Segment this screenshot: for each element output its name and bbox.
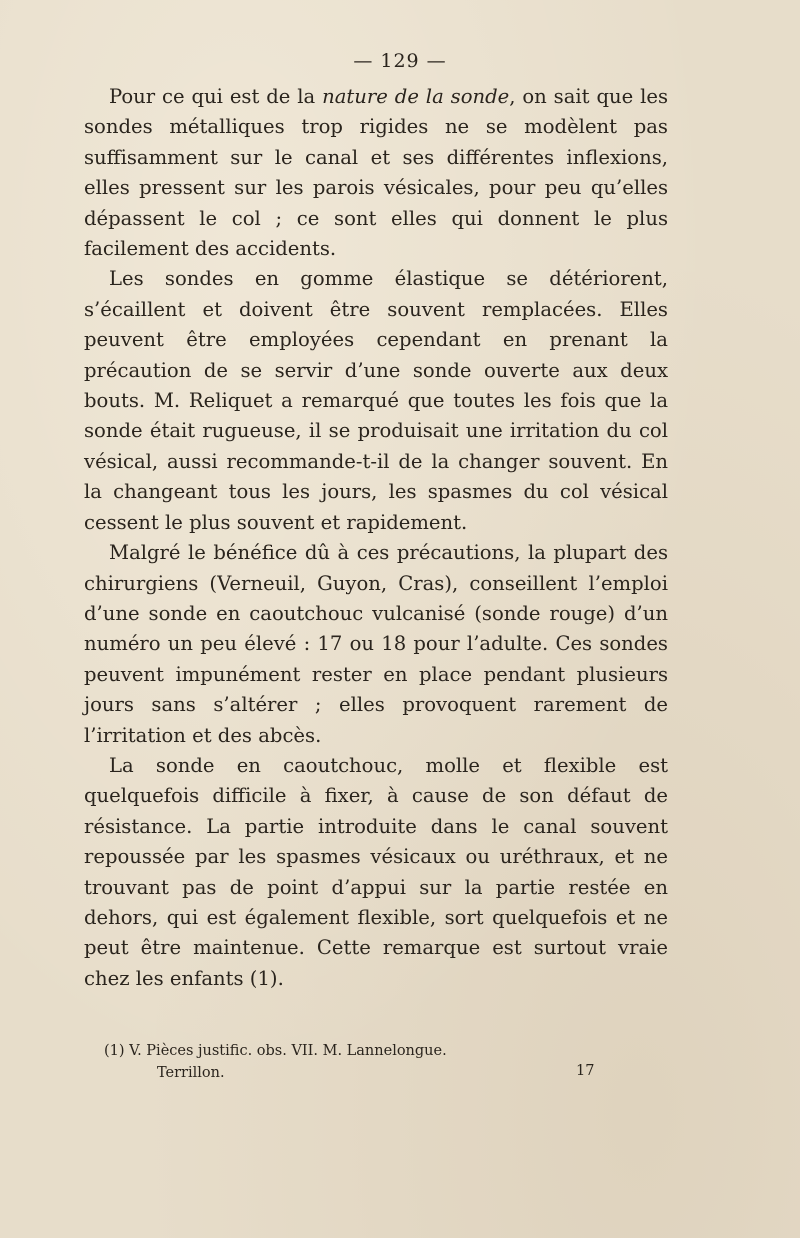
paragraph-nature-de-la-sonde: [84, 82, 668, 264]
paragraph-sondes-gomme: Les sondes en gomme élastique se détériorent, s’écaillent et doivent être souvent remplacées. Elles peuvent être employées cependant en prenant la précaution de se servir d’une sonde ouverte aux deux bouts. M. Reliquet a remarqué que toutes les fois que la sonde était rugueuse, il se produisait une irritation du col vésical, aussi recommande-t-il de la changer souvent. En la changeant tous les jours, les spasmes du col vésical cessent le plus souvent et rapidement.: [84, 267, 668, 534]
paragraph-sonde-caoutchouc-vulcanise: Malgré le bénéfice dû à ces précautions, la plupart des chirurgiens (Verneuil, Guyon, Cras), conseillent l’emploi d’une sonde en caoutchouc vulcanisé (sonde rouge) d’un numéro un peu élevé : 17 ou 18 pour l’adulte. Ces sondes peuvent impunément rester en place pendant plusieurs jours sans s’altérer ; elles provoquent rarement de l’irritation et des abcès.: [84, 541, 668, 747]
footnote: [104, 1040, 624, 1062]
printer-signature-mark: 17: [576, 1063, 595, 1079]
paragraph-1-italic-term: nature de la sonde: [322, 85, 510, 108]
footer-author: Terrillon.: [157, 1065, 225, 1081]
body-text: [84, 82, 668, 994]
paragraph-1-rest: , on sait que les sondes métalliques trop rigides ne se modèlent pas suffisamment sur le canal et ses différentes inflexions, elles pressent sur les parois vésicales, pour peu qu’elles dépassent le col ; ce sont elles qui donnent le plus facilement des accidents.: [84, 85, 669, 261]
footnote-text: (1) V. Pièces justific. obs. VII. M. Lannelongue.: [104, 1043, 447, 1059]
paragraph-sonde-flexible: La sonde en caoutchouc, molle et flexible est quelquefois difficile à fixer, à cause de son défaut de résistance. La partie introduite dans le canal souvent repoussée par les spasmes vésicaux ou uréthraux, et ne trouvant pas de point d’appui sur la partie restée en dehors, qui est également flexible, sort quelquefois et ne peut être maintenue. Cette remarque est surtout vraie chez les enfants (1).: [84, 753, 668, 990]
page-number: — 129 —: [353, 50, 447, 72]
paragraph-1-lead: Pour ce qui est de la: [109, 85, 323, 108]
